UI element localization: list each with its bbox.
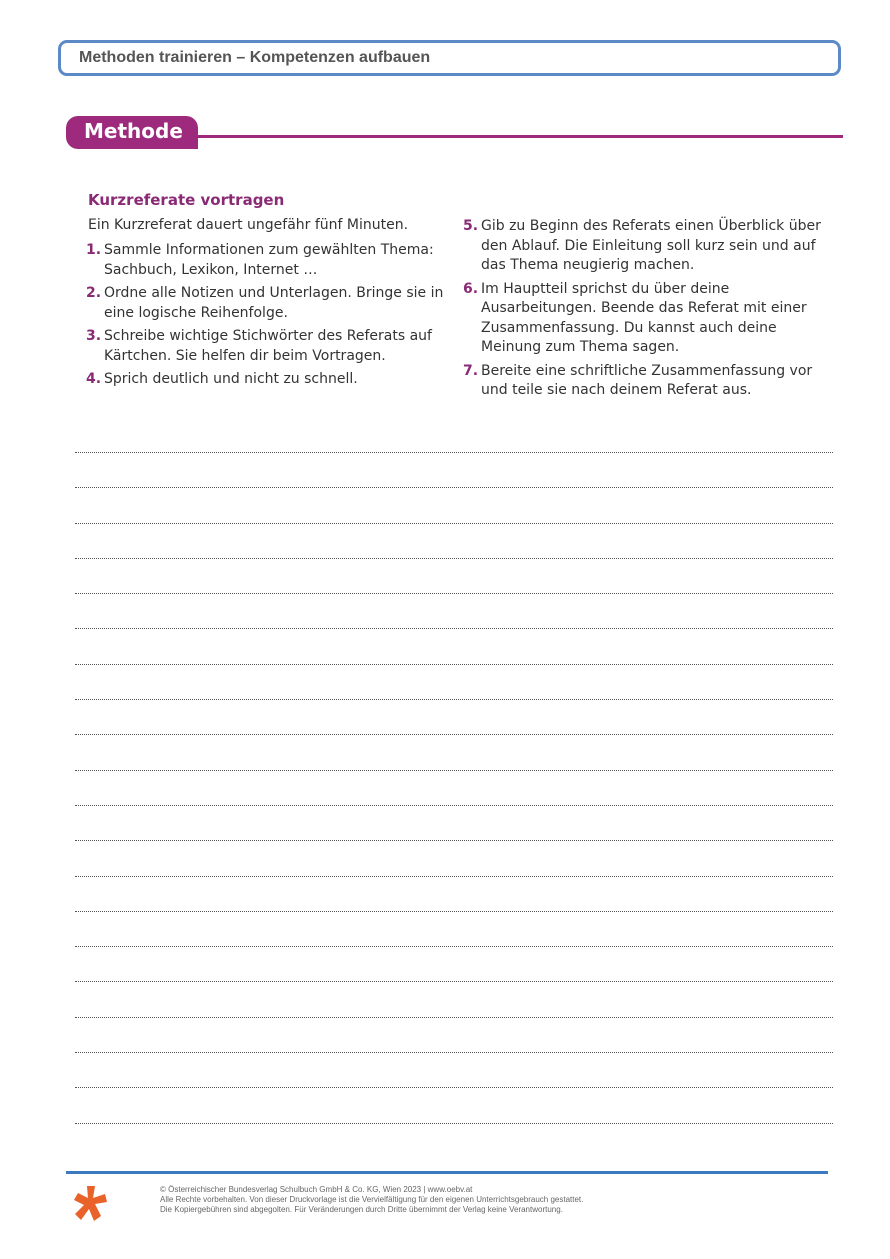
step-item <box>86 241 446 280</box>
writing-line[interactable] <box>75 558 833 559</box>
writing-line[interactable] <box>75 840 833 841</box>
methode-tab <box>66 116 198 149</box>
step-text: Schreibe wichtige Stichwörter des Referats auf Kärtchen. Sie helfen dir beim Vortragen. <box>104 328 432 364</box>
writing-line[interactable] <box>75 1123 833 1124</box>
footer-copyright <box>160 1185 583 1215</box>
steps-right-column <box>463 217 838 405</box>
step-item <box>86 370 446 390</box>
writing-line[interactable] <box>75 981 833 982</box>
publisher-logo-icon <box>71 1184 111 1224</box>
step-item <box>463 280 838 358</box>
footer-divider <box>66 1171 828 1174</box>
methode-divider <box>198 135 843 138</box>
page-title: Methoden trainieren – Kompetenzen aufbauen <box>79 49 431 66</box>
step-item <box>463 362 838 401</box>
step-number: 1. <box>86 242 102 258</box>
writing-line[interactable] <box>75 911 833 912</box>
methode-label: Methode <box>84 119 183 143</box>
step-text: Im Hauptteil sprichst du über deine Ausarbeitungen. Beende das Referat mit einer Zusammenfassung. Du kannst auch deine Meinung zum Thema sagen. <box>481 280 807 355</box>
step-text: Sammle Informationen zum gewählten Thema: Sachbuch, Lexikon, Internet … <box>104 242 434 278</box>
writing-line[interactable] <box>75 770 833 771</box>
step-number: 7. <box>463 362 479 379</box>
footer-line-3: Die Kopiergebühren sind abgegolten. Für Veränderungen durch Dritte übernimmt der Verlag keine Verantwortung. <box>160 1205 563 1214</box>
writing-line[interactable] <box>75 1052 833 1053</box>
step-number: 6. <box>463 280 479 297</box>
writing-line[interactable] <box>75 487 833 488</box>
step-item <box>86 327 446 366</box>
section-intro: Ein Kurzreferat dauert ungefähr fünf Minuten. <box>88 217 409 233</box>
step-number: 3. <box>86 328 102 344</box>
writing-line[interactable] <box>75 523 833 524</box>
writing-lines <box>75 452 833 1158</box>
step-number: 2. <box>86 285 102 301</box>
writing-line[interactable] <box>75 699 833 700</box>
step-number: 5. <box>463 218 479 234</box>
step-item <box>86 284 446 323</box>
section-title: Kurzreferate vortragen <box>88 191 285 209</box>
writing-line[interactable] <box>75 628 833 629</box>
step-text: Bereite eine schriftliche Zusammenfassung vor und teile sie nach deinem Referat aus. <box>481 362 813 398</box>
footer-line-1: © Österreichischer Bundesverlag Schulbuch GmbH & Co. KG, Wien 2023 | www.oebv.at <box>160 1185 473 1194</box>
writing-line[interactable] <box>75 452 833 453</box>
step-text: Gib zu Beginn des Referats einen Überblick über den Ablauf. Die Einleitung soll kurz sein und auf das Thema neugierig machen. <box>481 218 821 273</box>
step-text: Ordne alle Notizen und Unterlagen. Bringe sie in eine logische Reihenfolge. <box>104 285 444 321</box>
header-box <box>58 40 841 76</box>
step-number: 4. <box>86 371 102 387</box>
writing-line[interactable] <box>75 734 833 735</box>
writing-line[interactable] <box>75 1017 833 1018</box>
writing-line[interactable] <box>75 664 833 665</box>
step-item <box>463 217 838 276</box>
writing-line[interactable] <box>75 946 833 947</box>
step-text: Sprich deutlich und nicht zu schnell. <box>104 371 358 387</box>
steps-left-column <box>86 241 446 394</box>
writing-line[interactable] <box>75 593 833 594</box>
writing-line[interactable] <box>75 805 833 806</box>
footer-line-2: Alle Rechte vorbehalten. Von dieser Druckvorlage ist die Vervielfältigung für den eigenen Unterrichtsgebrauch gestattet. <box>160 1195 584 1204</box>
writing-line[interactable] <box>75 876 833 877</box>
writing-line[interactable] <box>75 1087 833 1088</box>
